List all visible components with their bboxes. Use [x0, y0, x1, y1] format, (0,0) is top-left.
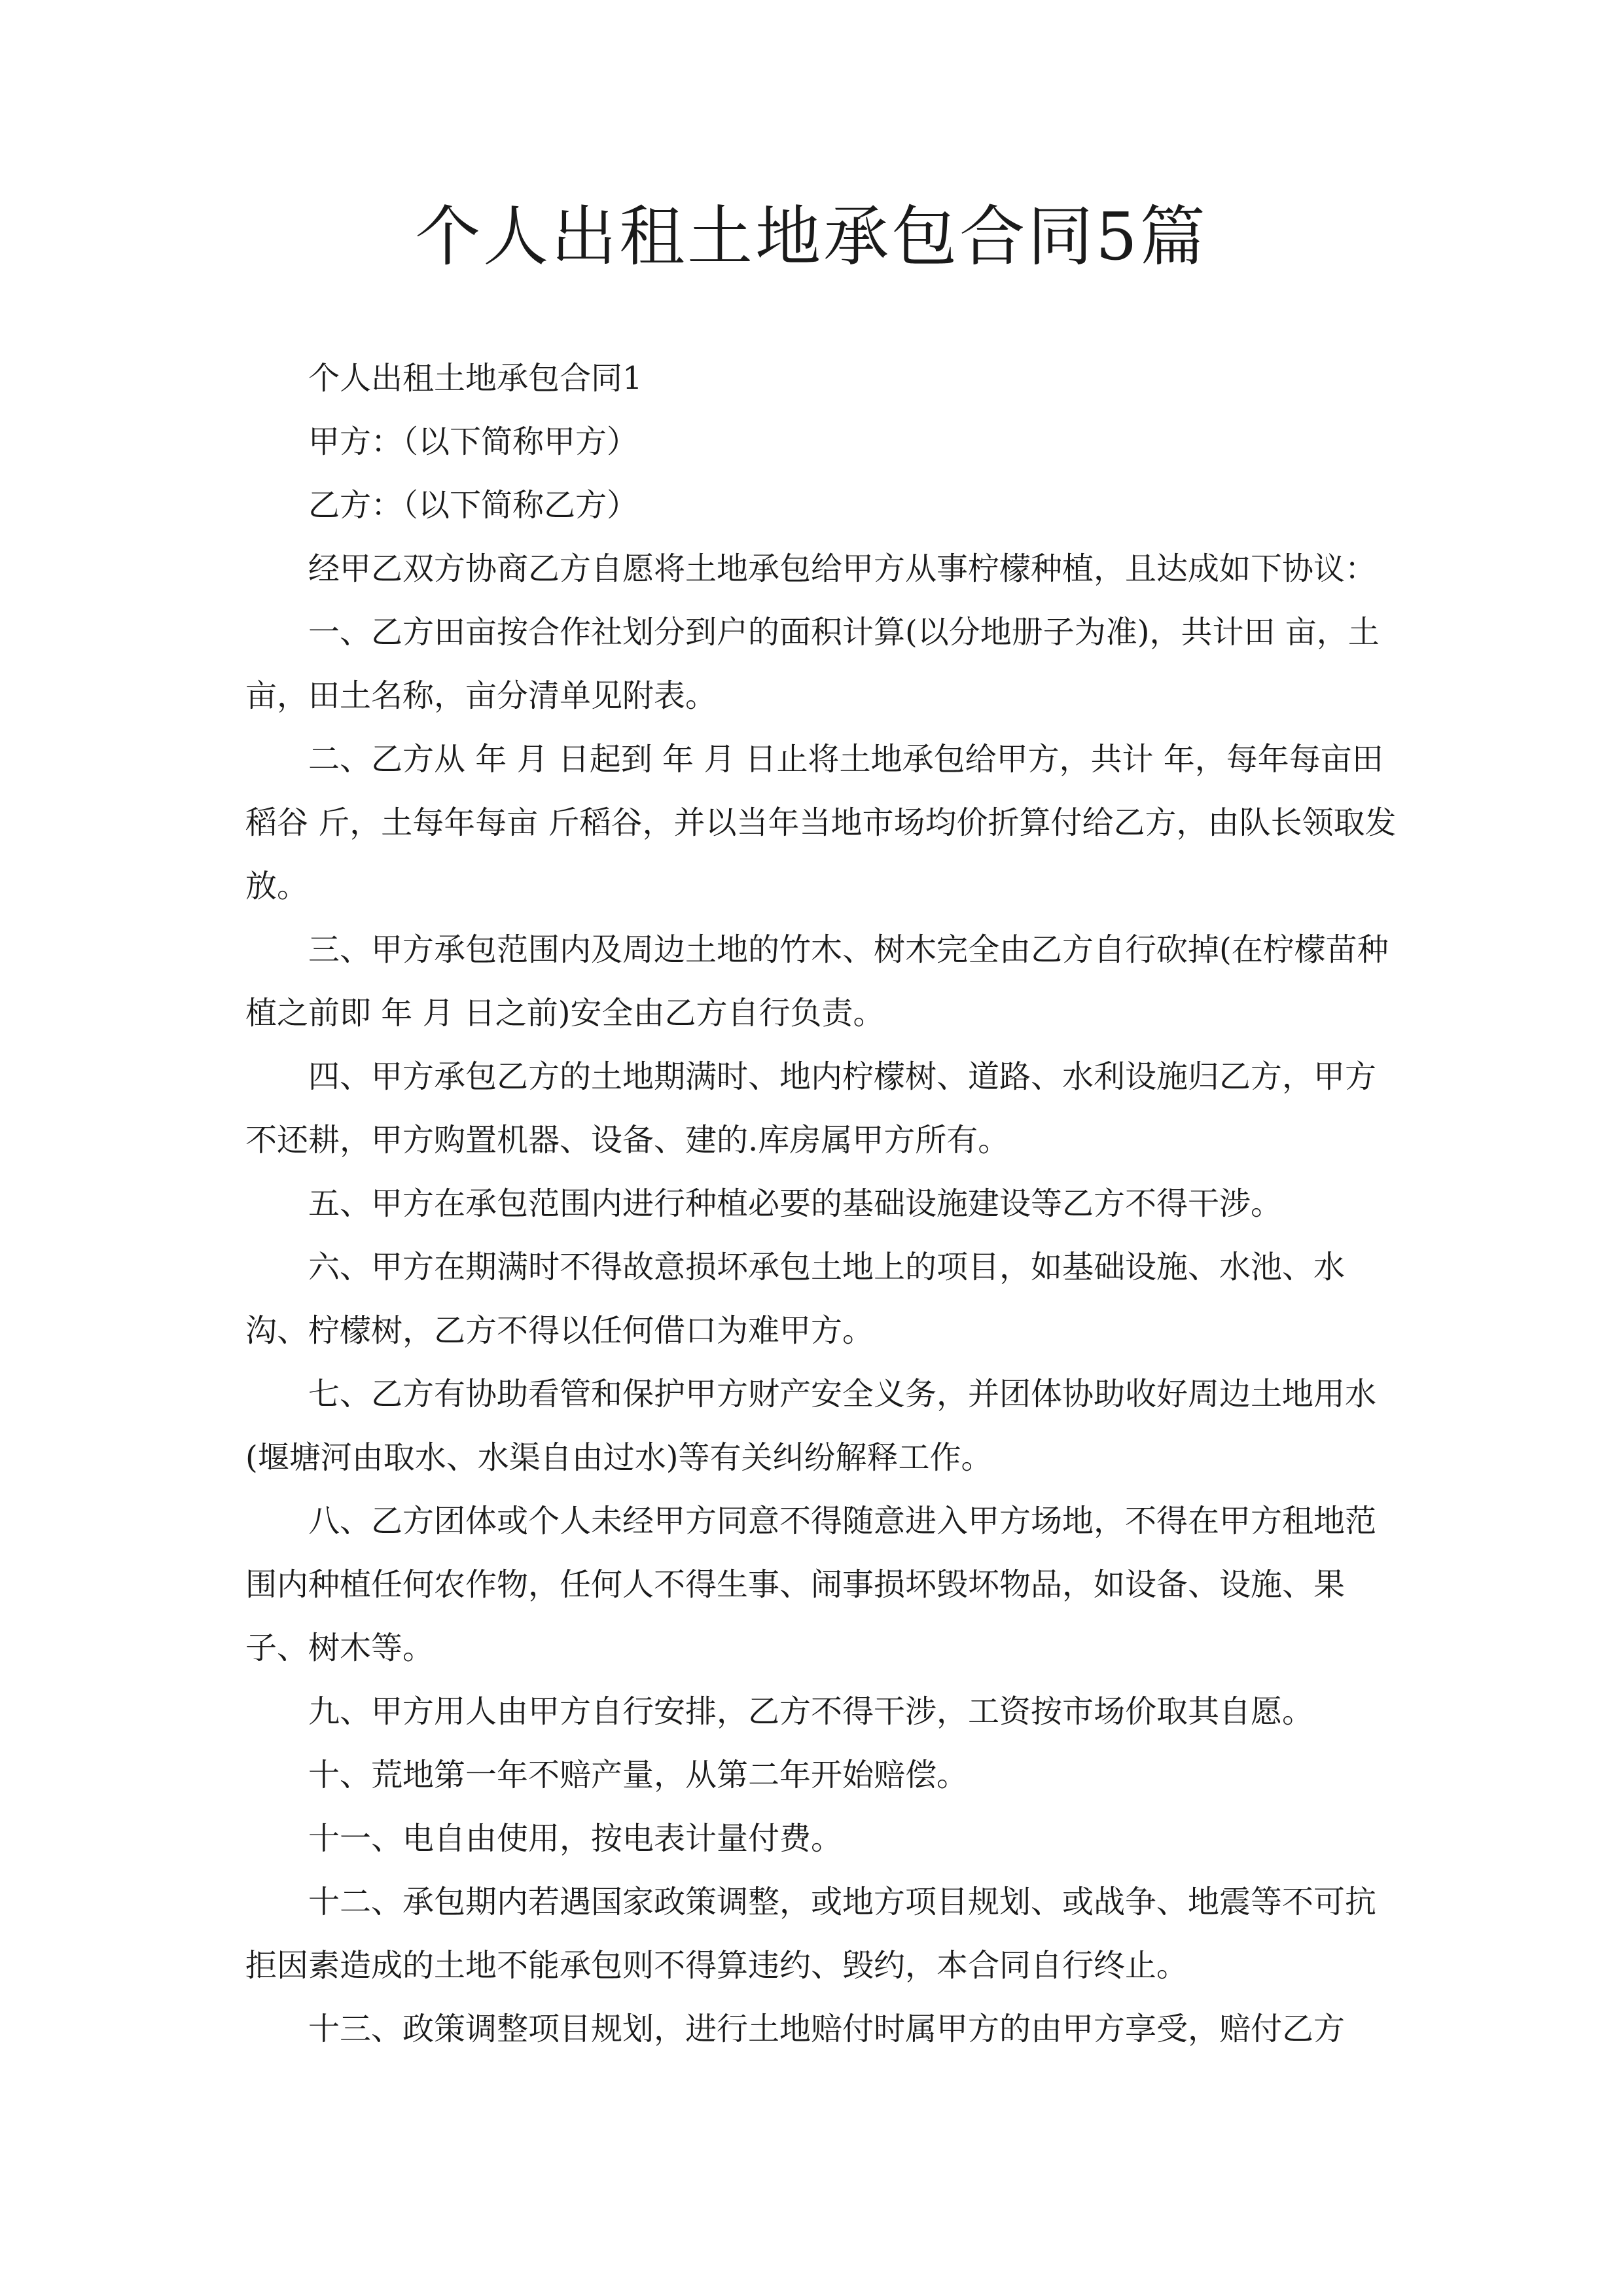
paragraph: 十、荒地第一年不赔产量，从第二年开始赔偿。	[308, 1757, 969, 1793]
paragraph: 三、甲方承包范围内及周边土地的竹木、树木完全由乙方自行砍掉(在柠檬苗种植之前即 年 月 日之前)安全由乙方自行负责。	[245, 931, 1389, 1031]
paragraph: 二、乙方从 年 月 日起到 年 月 日止将土地承包给甲方，共计 年，每年每亩田稻谷 斤，土每年每亩 斤稻谷，并以当年当地市场均价折算付给乙方，由队长领取发放。	[245, 741, 1397, 905]
document-title: 个人出租土地承包合同5篇	[415, 198, 1208, 275]
paragraph: 一、乙方田亩按合作社划分到户的面积计算(以分地册子为准)，共计田 亩，土 亩，田土名称，亩分清单见附表。	[245, 614, 1380, 714]
document-body	[245, 347, 1397, 2061]
paragraph: 八、乙方团体或个人未经甲方同意不得随意进入甲方场地，不得在甲方租地范围内种植任何农作物，任何人不得生事、闹事损坏毁坏物品，如设备、设施、果子、树木等。	[245, 1503, 1377, 1666]
paragraph: 甲方：（以下简称甲方）	[308, 423, 639, 460]
paragraph: 十三、政策调整项目规划，进行土地赔付时属甲方的由甲方享受，赔付乙方	[308, 2011, 1346, 2047]
paragraph: 五、甲方在承包范围内进行种植必要的基础设施建设等乙方不得干涉。	[308, 1185, 1283, 1222]
paragraph: 乙方：（以下简称乙方）	[308, 487, 639, 524]
paragraph: 十一、电自由使用，按电表计量付费。	[308, 1820, 843, 1857]
paragraph: 七、乙方有协助看管和保护甲方财产安全义务，并团体协助收好周边土地用水(堰塘河由取水、水渠自由过水)等有关纠纷解释工作。	[245, 1376, 1377, 1476]
paragraph: 九、甲方用人由甲方自行安排，乙方不得干涉，工资按市场价取其自愿。	[308, 1693, 1314, 1730]
paragraph: 十二、承包期内若遇国家政策调整，或地方项目规划、或战争、地震等不可抗拒因素造成的土地不能承包则不得算违约、毁约，本合同自行终止。	[245, 1884, 1377, 1984]
paragraph: 四、甲方承包乙方的土地期满时、地内柠檬树、道路、水利设施归乙方，甲方不还耕，甲方购置机器、设备、建的.库房属甲方所有。	[245, 1058, 1377, 1158]
paragraph: 个人出租土地承包合同1	[308, 360, 643, 397]
paragraph: 经甲乙双方协商乙方自愿将土地承包给甲方从事柠檬种植，且达成如下协议：	[308, 550, 1377, 587]
paragraph: 六、甲方在期满时不得故意损坏承包土地上的项目，如基础设施、水池、水沟、柠檬树，乙方不得以任何借口为难甲方。	[245, 1249, 1346, 1349]
